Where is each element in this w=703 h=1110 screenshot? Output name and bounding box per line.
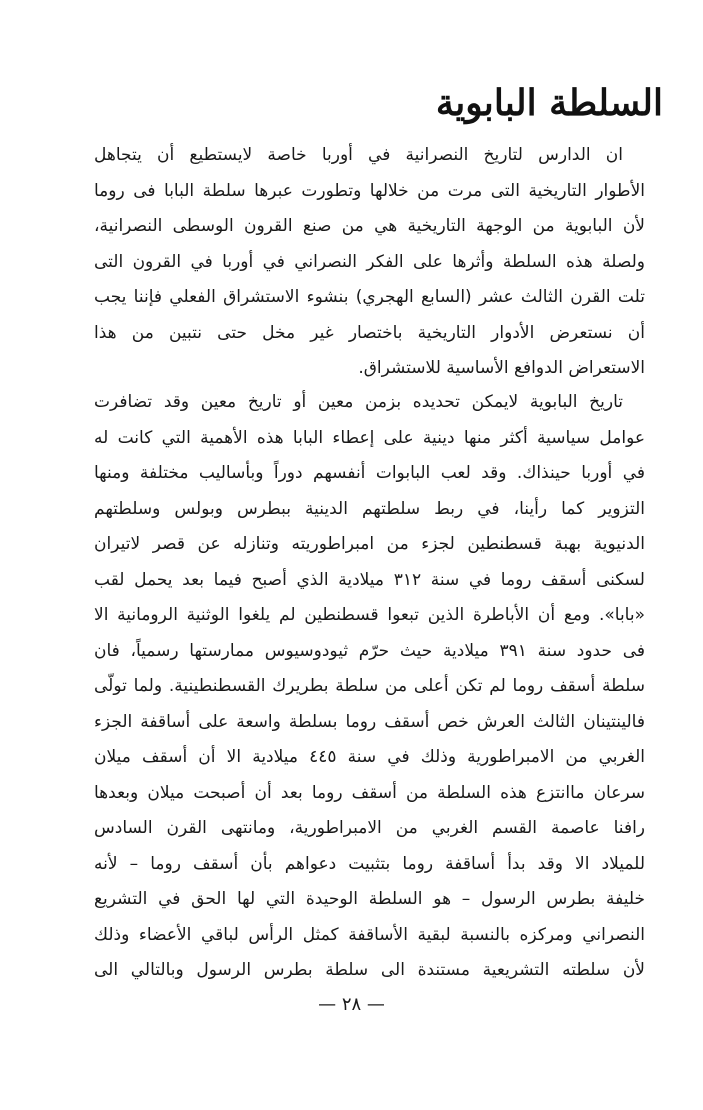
text-line: سلطة أسقف روما لم تكن أعلى من سلطة بطريرك القسطنطينية. ولما تولّى: [94, 676, 645, 696]
text-line: الغربي من الامبراطورية وذلك في سنة ٤٤٥ ميلادية الا أن أسقف ميلان: [94, 747, 645, 767]
text-line: في أوربا حينذاك. وقد لعب البابوات أنفسهم دوراً وبأساليب مختلفة ومنها: [94, 463, 645, 483]
text-line: ان الدارس لتاريخ النصرانية في أوربا خاصة لايستطيع أن يتجاهل: [94, 145, 623, 165]
text-line: الأطوار التاريخية التى مرت من خلالها وتطورت عبرها سلطة البابا فى روما: [94, 180, 645, 201]
text-line: ولصلة هذه السلطة وأثرها على الفكر النصراني في أوربا في القرون التى: [94, 251, 645, 272]
text-line: خليفة بطرس الرسول – هو السلطة الوحيدة التي لها الحق في التشريع: [94, 889, 645, 909]
text-line: أن نستعرض الأدوار التاريخية باختصار غير مخل حتى نتبين من هذا: [94, 322, 645, 343]
text-line: الدنيوية بهبة قسطنطين لجزء من امبراطوريته وتنازله عن قصر لاتيران: [94, 534, 645, 554]
text-line: تاريخ البابوية لايمكن تحديده بزمن معين أو تاريخ معين وقد تضافرت: [94, 392, 623, 412]
text-line: لأن البابوية من الوجهة التاريخية هي من صنع القرون الوسطى النصرانية،: [94, 216, 645, 236]
text-line: لسكنى أسقف روما في سنة ٣١٢ ميلادية الذي أصبح فيما بعد يحمل لقب: [94, 569, 645, 590]
text-line: التزوير كما رأينا، في ربط سلطتهم الدينية ببطرس وبولس وسلطتهم: [94, 498, 645, 519]
text-line: فى حدود سنة ٣٩١ ميلادية حيث حرّم ثيودوسيوس ممارستها رسمياً، فان: [94, 640, 645, 661]
page-number: — ٢٨ —: [318, 994, 385, 1015]
text-line: سرعان ماانتزع هذه السلطة من أسقف روما بعد أن أصبحت ميلان وبعدها: [94, 782, 645, 803]
text-line: فالينتينان الثالث العرش خص أسقف روما بسلطة واسعة على أساقفة الجزء: [94, 711, 645, 732]
text-line: لأن سلطته التشريعية مستندة الى سلطة بطرس الرسول وبالتالي الى: [94, 960, 645, 980]
text-line: النصراني ومركزه بالنسبة لبقية الأساقفة كمثل الرأس لباقي الأعضاء وذلك: [94, 924, 645, 945]
page-title: السلطة البابوية: [435, 82, 663, 124]
text-line: «بابا». ومع أن الأباطرة الذين تبعوا قسطنطين لم يلغوا الوثنية الرومانية الا: [94, 605, 645, 625]
text-line: للميلاد الا وقد بدأ أساقفة روما بتثبيت دعواهم بأن أسقف روما – لأنه: [94, 853, 645, 874]
text-line: الاستعراض الدوافع الأساسية للاستشراق.: [358, 358, 645, 378]
text-line: رافنا عاصمة القسم الغربي من الامبراطورية، ومانتهى القرن السادس: [94, 818, 645, 838]
text-line: عوامل سياسية أكثر منها دينية على إعطاء البابا هذه الأهمية التي كانت له: [94, 427, 645, 448]
paragraph-2: [94, 385, 645, 989]
text-line: تلت القرن الثالث عشر (السابع الهجري) بنشوء الاستشراق الفعلي فإننا يجب: [94, 287, 645, 307]
paragraph-1: [94, 138, 645, 387]
